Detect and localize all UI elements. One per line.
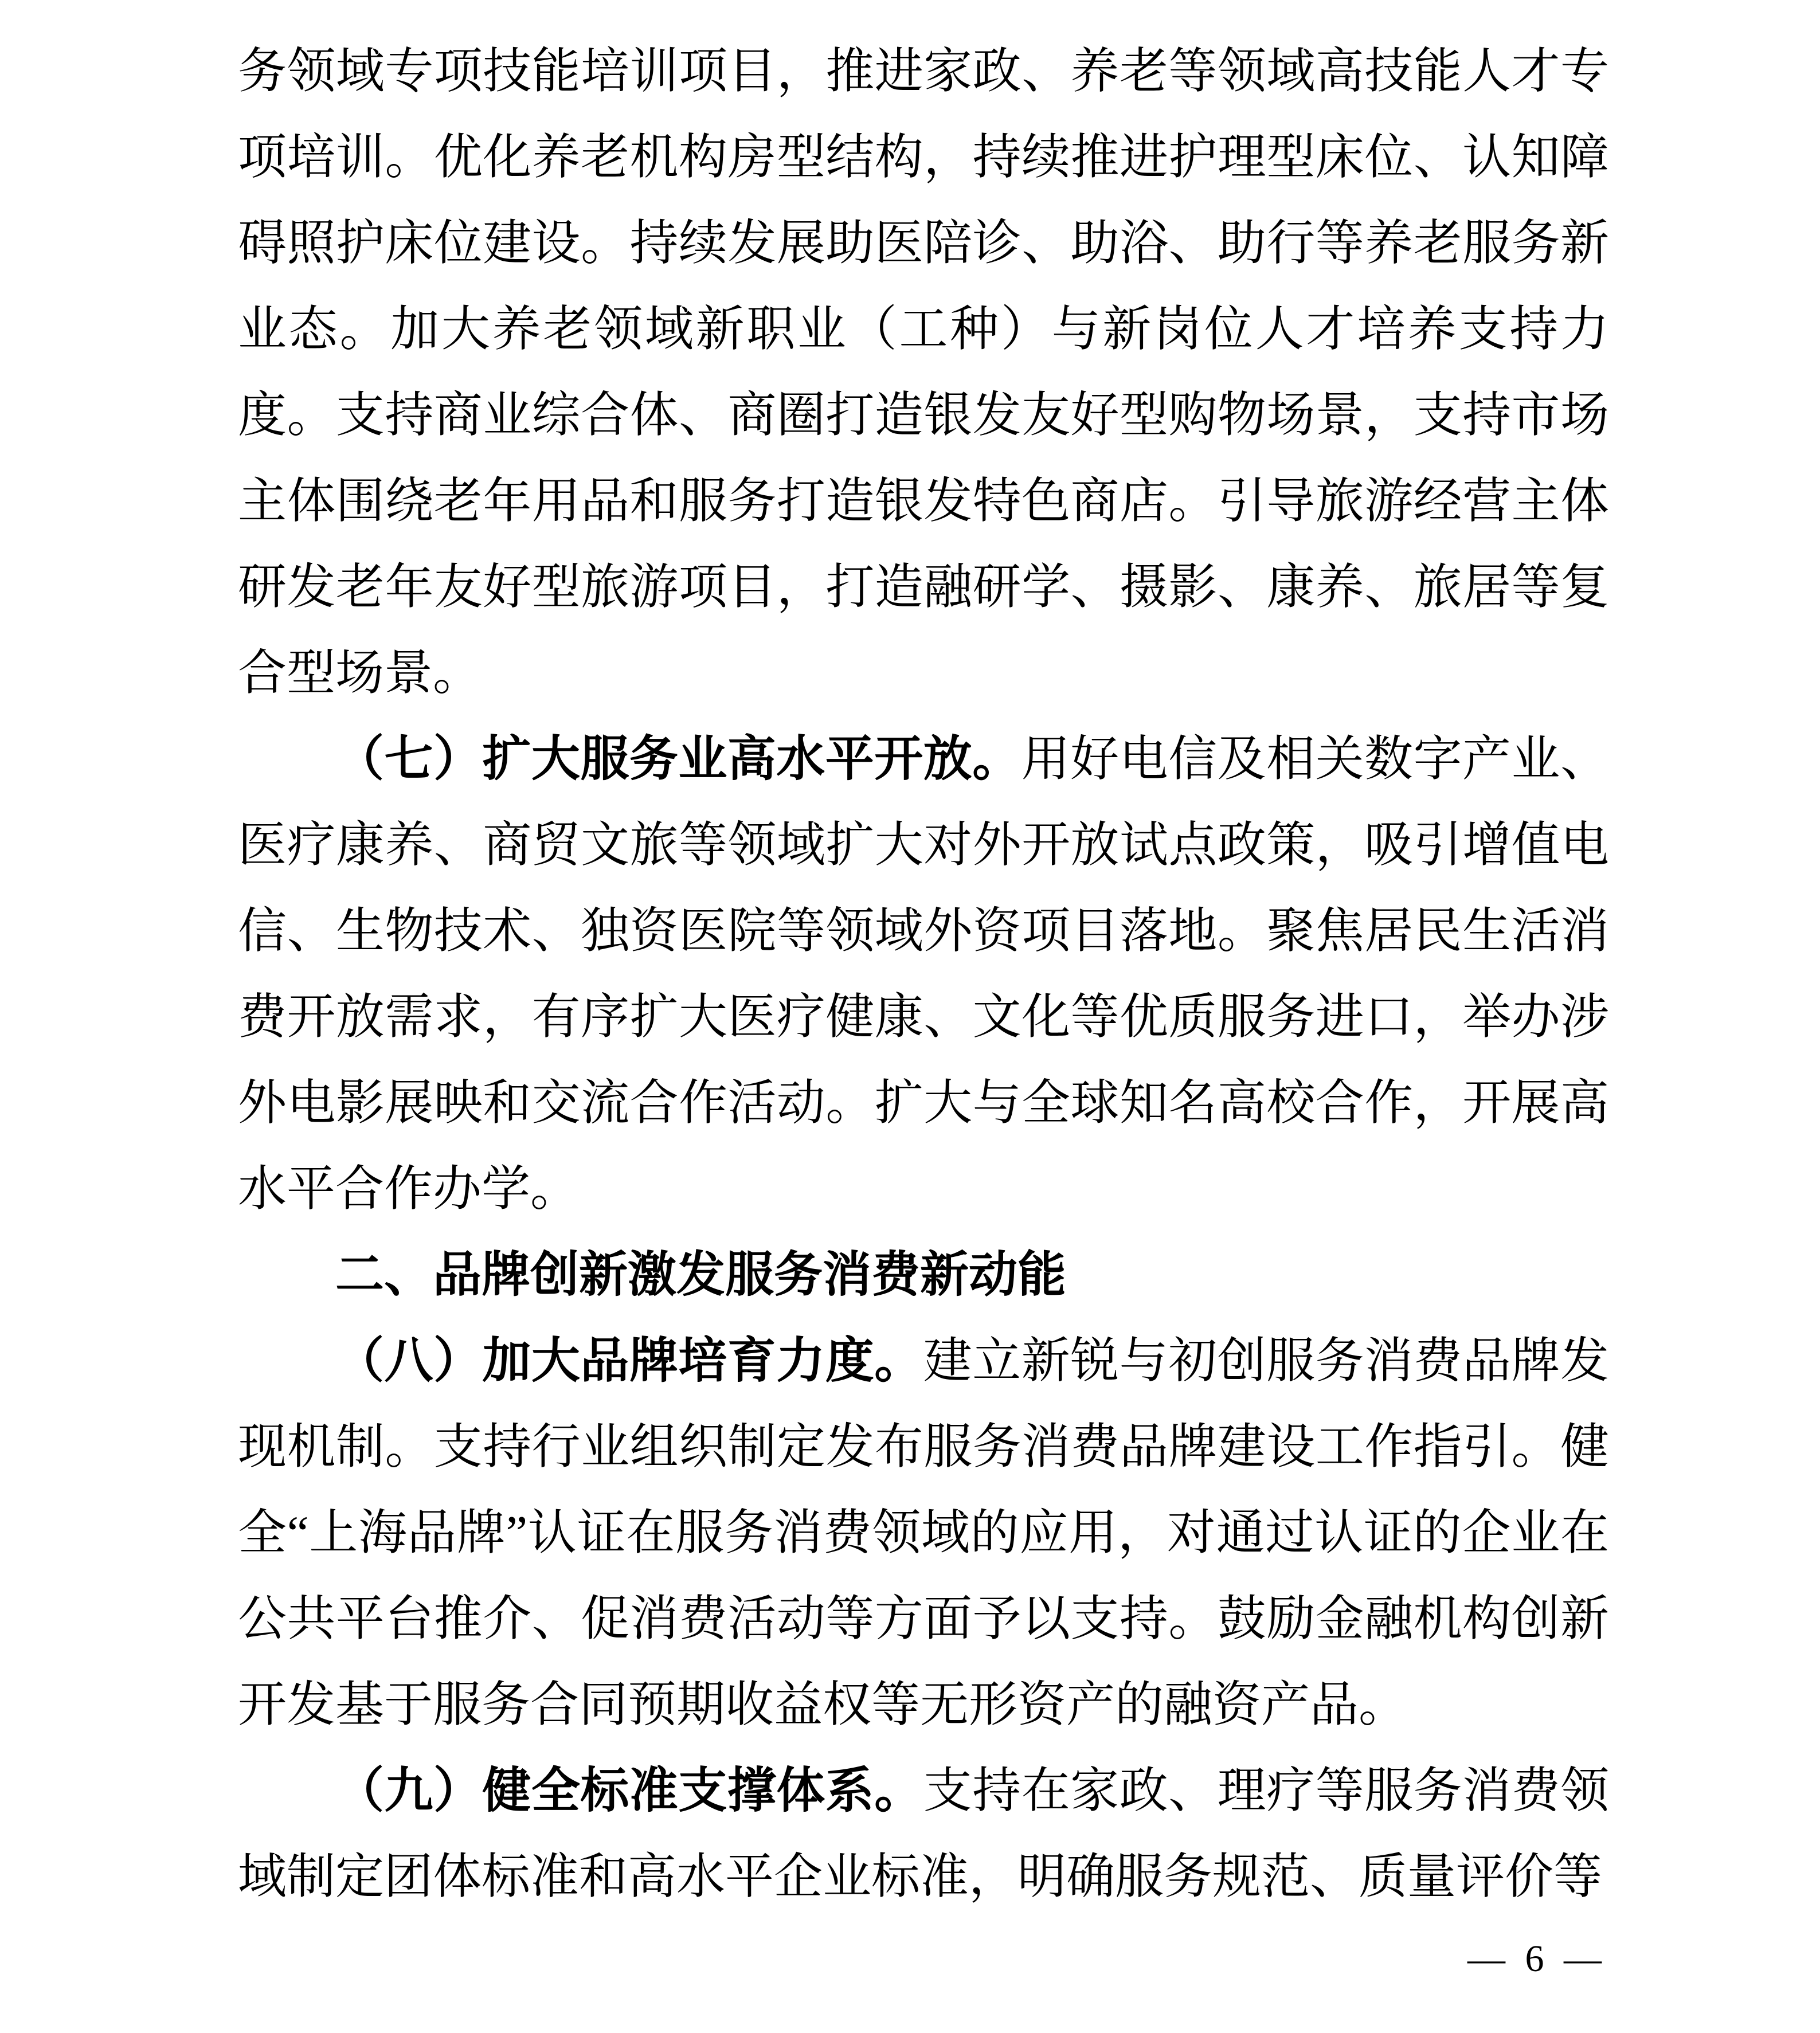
section-7-lead: （七）扩大服务业高水平开放。 [335, 732, 1021, 786]
paragraph-text: 建立新锐与初创服务消费品牌发现机制。支持行业组织制定发布服务消费品牌建设工作指引。健全“上海品牌”认证在服务消费领域的应用，对通过认证的企业在公共平台推介、促消费活动等方面予以支持。鼓励金融机构创新开发基于服务合同预期收益权等无形资产的融资产品。 [238, 1334, 1609, 1732]
section-9-lead: （九）健全标准支撑体系。 [335, 1764, 923, 1818]
paragraph-continuation [238, 29, 1609, 716]
paragraph-section-7 [238, 716, 1609, 1232]
document-body [238, 29, 1609, 1920]
section-8-lead: （八）加大品牌培育力度。 [335, 1334, 923, 1388]
paragraph-text: 用好电信及相关数字产业、医疗康养、商贸文旅等领域扩大对外开放试点政策，吸引增值电信、生物技术、独资医院等领域外资项目落地。聚焦居民生活消费开放需求，有序扩大医疗健康、文化等优质服务进口，举办涉外电影展映和交流合作活动。扩大与全球知名高校合作，开展高水平合作办学。 [238, 732, 1609, 1216]
page-number: — 6 — [1467, 1938, 1602, 1980]
chapter-heading-text: 二、品牌创新激发服务消费新动能 [335, 1248, 1067, 1302]
paragraph-text: 务领域专项技能培训项目，推进家政、养老等领域高技能人才专项培训。优化养老机构房型结构，持续推进护理型床位、认知障碍照护床位建设。持续发展助医陪诊、助浴、助行等养老服务新业态。加大养老领域新职业（工种）与新岗位人才培养支持力度。支持商业综合体、商圈打造银发友好型购物场景，支持市场主体围绕老年用品和服务打造银发特色商店。引导旅游经营主体研发老年友好型旅游项目，打造融研学、摄影、康养、旅居等复合型场景。 [238, 45, 1609, 700]
paragraph-section-9 [238, 1748, 1609, 1920]
paragraph-text: 支持在家政、理疗等服务消费领域制定团体标准和高水平企业标准，明确服务规范、质量评价等 [238, 1764, 1609, 1904]
chapter-heading-2 [238, 1232, 1609, 1318]
paragraph-section-8 [238, 1318, 1609, 1748]
